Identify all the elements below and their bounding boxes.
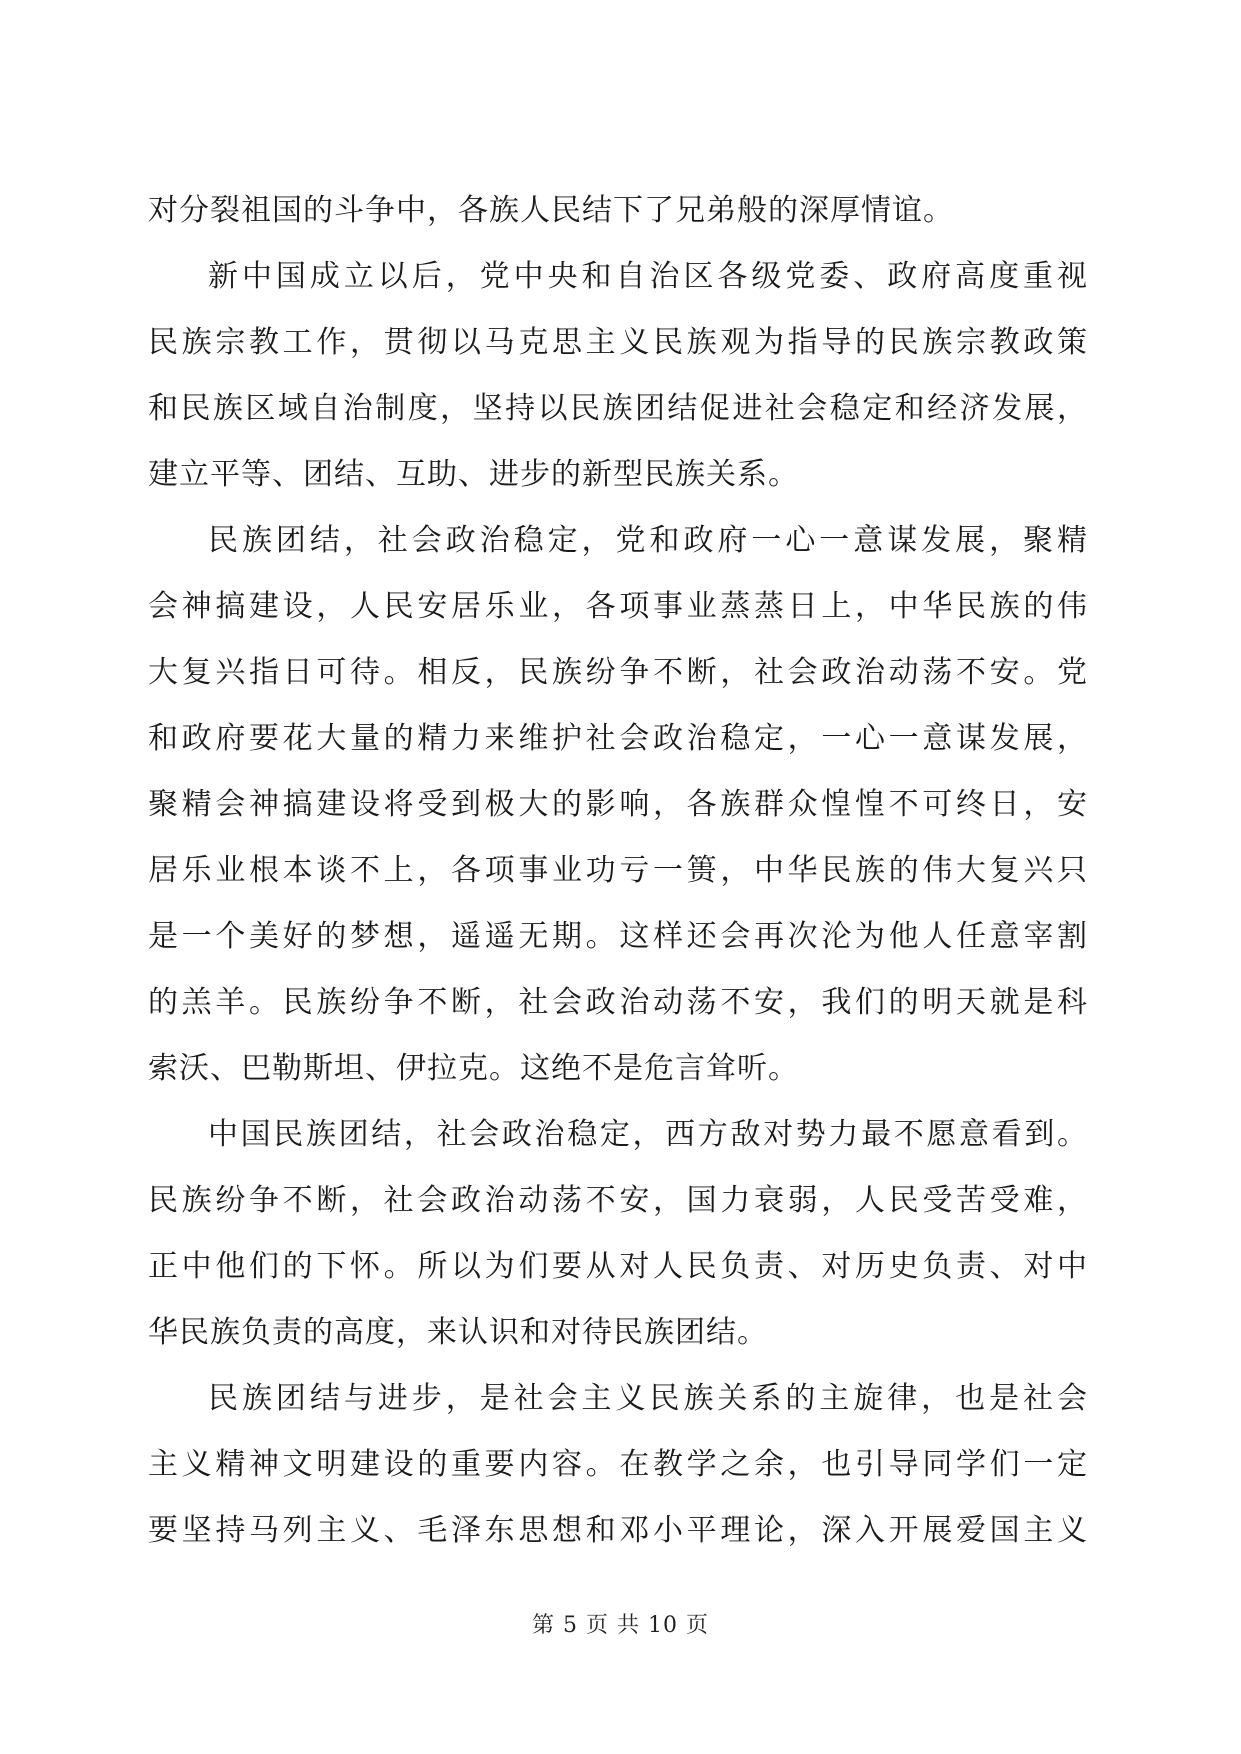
page-number-footer: 第 5 页 共 10 页 (532, 1613, 709, 1638)
text-line: 建立平等、团结、互助、进步的新型民族关系。 (148, 457, 799, 492)
text-line: 的羔羊。民族纷争不断，社会政治动荡不安，我们的明天就是科 (148, 985, 1088, 1020)
text-line: 对分裂祖国的斗争中，各族人民结下了兄弟般的深厚情谊。 (148, 193, 954, 228)
text-line: 会神搞建设，人民安居乐业，各项事业蒸蒸日上，中华民族的伟 (148, 589, 1088, 624)
text-line: 索沃、巴勒斯坦、伊拉克。这绝不是危言耸听。 (148, 1051, 799, 1086)
paragraph-first-line: 中国民族团结，社会政治稳定，西方敌对势力最不愿意看到。 (208, 1117, 1088, 1152)
text-line: 大复兴指日可待。相反，民族纷争不断，社会政治动荡不安。党 (148, 655, 1088, 690)
body-text (148, 178, 1088, 1564)
text-line: 要坚持马列主义、毛泽东思想和邓小平理论，深入开展爱国主义 (148, 1513, 1088, 1548)
text-line: 民族宗教工作，贯彻以马克思主义民族观为指导的民族宗教政策 (148, 325, 1088, 360)
text-line: 聚精会神搞建设将受到极大的影响，各族群众惶惶不可终日，安 (148, 787, 1088, 822)
paragraph-first-line: 民族团结，社会政治稳定，党和政府一心一意谋发展，聚精 (208, 523, 1088, 558)
text-line: 是一个美好的梦想，遥遥无期。这样还会再次沦为他人任意宰割 (148, 919, 1088, 954)
text-line: 主义精神文明建设的重要内容。在教学之余，也引导同学们一定 (148, 1447, 1088, 1482)
text-line: 和政府要花大量的精力来维护社会政治稳定，一心一意谋发展， (148, 721, 1088, 756)
text-line: 正中他们的下怀。所以为们要从对人民负责、对历史负责、对中 (148, 1249, 1088, 1284)
paragraph-first-line: 新中国成立以后，党中央和自治区各级党委、政府高度重视 (208, 259, 1088, 294)
text-line: 和民族区域自治制度，坚持以民族团结促进社会稳定和经济发展， (148, 391, 1088, 426)
paragraph-first-line: 民族团结与进步，是社会主义民族关系的主旋律，也是社会 (208, 1381, 1088, 1416)
text-line: 民族纷争不断，社会政治动荡不安，国力衰弱，人民受苦受难， (148, 1183, 1088, 1218)
text-line: 华民族负责的高度，来认识和对待民族团结。 (148, 1315, 768, 1350)
text-line: 居乐业根本谈不上，各项事业功亏一篑，中华民族的伟大复兴只 (148, 853, 1088, 888)
